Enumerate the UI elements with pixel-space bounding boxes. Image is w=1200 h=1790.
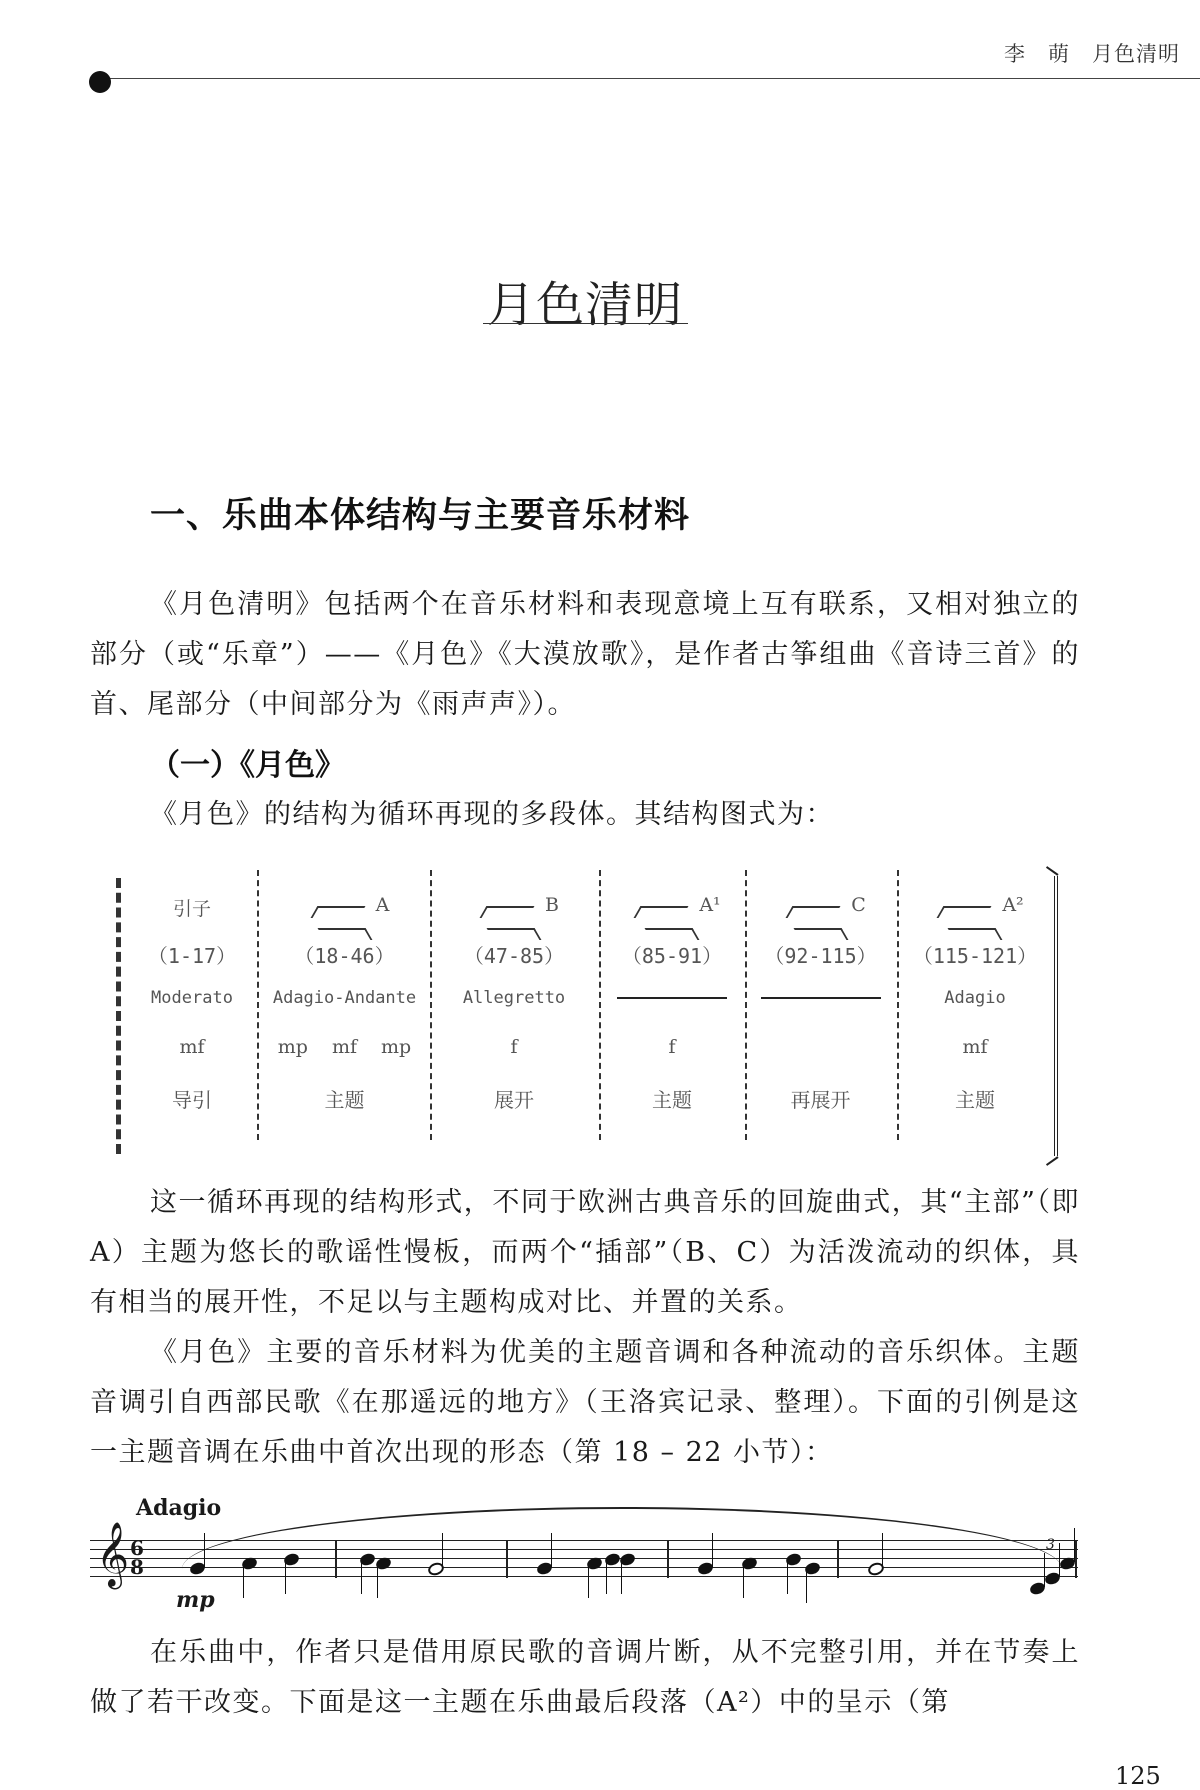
note-stem <box>882 1533 883 1567</box>
note-stem <box>243 1564 244 1598</box>
left-bracket <box>116 878 133 1154</box>
tempo-continuation-line <box>617 997 727 999</box>
section-bars: （92-115） <box>764 944 877 968</box>
brace-left <box>310 906 365 918</box>
running-header: 李 萌 月色清明 <box>1004 42 1180 66</box>
note-stem <box>285 1560 286 1594</box>
note-stem <box>621 1560 622 1594</box>
brace-left <box>634 906 689 918</box>
page-title: 月色清明 <box>486 277 683 333</box>
brace-right <box>317 928 372 940</box>
header-rule <box>100 78 1200 79</box>
section-divider <box>257 870 259 1140</box>
diagram-column-a2 <box>900 870 1050 1162</box>
diagram-column-a1 <box>602 870 742 1162</box>
section-name: C <box>851 894 866 916</box>
section-tempo: Allegretto <box>462 988 566 1008</box>
note-stem <box>1059 1543 1060 1577</box>
note-stem <box>712 1533 713 1567</box>
barline <box>837 1540 839 1578</box>
paragraph-intro: 《月色清明》包括两个在音乐材料和表现意境上互有联系，又相对独立的部分（或“乐章”）——《月色》《大漠放歌》，是作者古筝组曲《音诗三首》的首、尾部分（中间部分为《雨声声》）。 <box>90 589 1080 720</box>
section-function: 主题 <box>652 1088 692 1112</box>
barline <box>335 1540 337 1578</box>
section-bars: （18-46） <box>294 944 395 968</box>
time-signature <box>130 1536 144 1579</box>
section-name: B <box>545 894 559 916</box>
barline <box>1075 1540 1077 1578</box>
note-stem <box>442 1533 443 1567</box>
note-stem <box>806 1569 807 1603</box>
brace-left <box>786 906 841 918</box>
section-dynamic: f <box>668 1036 676 1058</box>
section-dynamic: mp <box>381 1036 412 1058</box>
triplet-marking: 3 <box>1046 1537 1055 1553</box>
paragraph-theme-source: 《月色》主要的音乐材料为优美的主题音调和各种流动的音乐织体。主题音调引自西部民歌《在那遥远的地方》（王洛宾记录、整理）。下面的引例是这一主题音调在乐曲中首次出现的形态（第 18 – 22 小节）： <box>90 1337 1080 1468</box>
barline <box>506 1540 508 1578</box>
note-stem <box>743 1564 744 1598</box>
note-stem <box>204 1533 205 1567</box>
music-example <box>90 1495 1090 1615</box>
note-stem <box>588 1564 589 1598</box>
brace-left <box>937 906 992 918</box>
time-signature-top: 6 <box>130 1536 144 1560</box>
section-bars: （1-17） <box>147 944 237 968</box>
section-heading: 一、乐曲本体结构与主要音乐材料 <box>150 496 691 536</box>
brace-right <box>645 928 700 940</box>
section-tempo: Adagio-Andante <box>272 988 417 1008</box>
section-name: A² <box>1002 894 1024 916</box>
section-dynamic: mf <box>331 1036 358 1058</box>
paragraph-theme-variation: 在乐曲中，作者只是借用原民歌的音调片断，从不完整引用，并在节奏上做了若干改变。下面是这一主题在乐曲最后段落（A²）中的呈示（第 <box>90 1637 1080 1718</box>
diagram-column-a <box>262 870 427 1162</box>
section-divider <box>430 870 432 1140</box>
section-bars: （47-85） <box>463 944 565 968</box>
brace-right <box>948 928 1003 940</box>
section-function: 主题 <box>324 1088 365 1112</box>
paragraph-structure-intro: 《月色》的结构为循环再现的多段体。其结构图式为： <box>150 799 834 830</box>
note-stem <box>361 1560 362 1594</box>
note-stem <box>787 1560 788 1594</box>
section-name: 引子 <box>172 898 211 920</box>
section-function: 导引 <box>172 1088 212 1112</box>
header-bullet-dot <box>89 71 111 93</box>
time-signature-bottom: 8 <box>130 1555 144 1579</box>
note-stem <box>551 1533 552 1567</box>
sub-heading-yuese: （一）《月色》 <box>150 748 345 783</box>
brace-right <box>487 928 542 940</box>
note-stem <box>606 1560 607 1594</box>
tempo-marking: Adagio <box>136 1495 222 1521</box>
section-dynamic: mf <box>962 1036 988 1058</box>
title-underline <box>483 323 688 324</box>
section-divider <box>599 870 601 1140</box>
section-dynamic: mf <box>179 1036 205 1058</box>
section-dynamic: mp <box>277 1036 308 1058</box>
section-function: 展开 <box>494 1088 534 1112</box>
section-bars: （85-91） <box>621 944 723 968</box>
section-dynamic: f <box>510 1036 518 1058</box>
note-stem <box>377 1564 378 1598</box>
structure-diagram <box>112 870 1062 1162</box>
tempo-continuation-line <box>761 997 881 999</box>
paragraph-structure-analysis: 这一循环再现的结构形式，不同于欧洲古典音乐的回旋曲式，其“主部”（即 A）主题为悠长的歌谣性慢板，而两个“插部”（B、C）为活泼流动的织体，具有相当的展开性，不足以与主题构成对比、并置的关系。 <box>90 1187 1080 1318</box>
section-divider <box>897 870 899 1140</box>
diagram-column-c <box>748 870 893 1162</box>
section-divider <box>745 870 747 1140</box>
section-bars: （115-121） <box>912 944 1038 968</box>
brace-right <box>793 928 848 940</box>
section-tempo: Moderato <box>151 988 233 1008</box>
barline <box>667 1540 669 1578</box>
section-name: A¹ <box>699 894 721 916</box>
section-function: 主题 <box>955 1088 995 1112</box>
section-tempo: Adagio <box>944 988 1006 1008</box>
staff-line <box>90 1576 1078 1577</box>
diagram-column-b <box>434 870 594 1162</box>
page-number: 125 <box>1115 1762 1161 1790</box>
section-name: A <box>375 894 390 916</box>
brace-left <box>480 906 535 918</box>
dynamic-marking: mp <box>176 1587 215 1613</box>
diagram-column-intro <box>132 870 252 1162</box>
section-function: 再展开 <box>790 1088 851 1112</box>
treble-clef-icon: 𝄞 <box>96 1522 130 1587</box>
